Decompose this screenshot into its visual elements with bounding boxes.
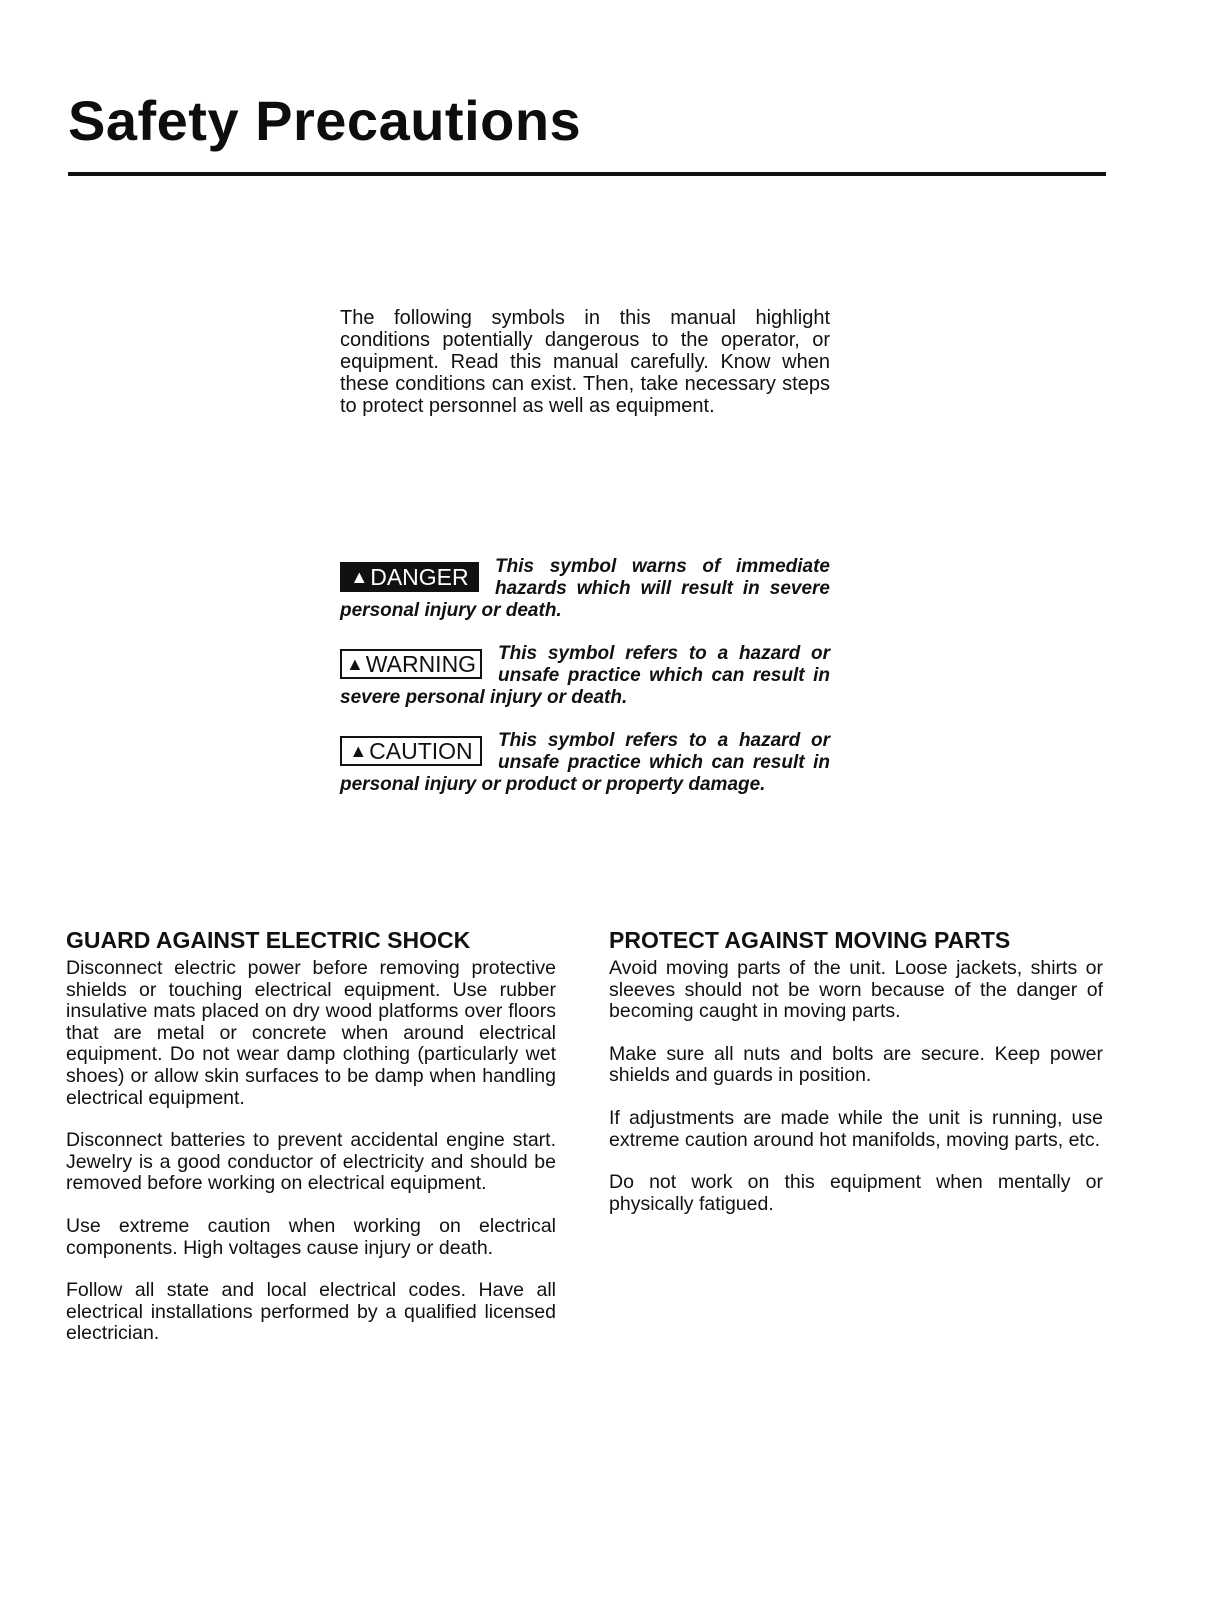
moving-parts-paragraph: If adjustments are made while the unit is running, use extreme caution around hot manifolds, moving parts, etc.	[609, 1106, 1103, 1151]
title-rule	[68, 172, 1106, 176]
electric-shock-paragraph: Disconnect batteries to prevent accidental engine start. Jewelry is a good conductor of electricity and should be removed before working on electrical equipment.	[66, 1129, 556, 1195]
danger-description-block	[340, 556, 830, 622]
warning-description: This symbol refers to a hazard or unsafe practice which can result in severe personal injury or death.	[340, 643, 830, 708]
danger-description: This symbol warns of immediate hazards which will result in severe personal injury or death.	[340, 556, 830, 621]
caution-symbol-entry	[340, 730, 830, 796]
warning-triangle-icon: ▲	[349, 741, 368, 761]
danger-label-text: DANGER	[370, 564, 469, 590]
page-title: Safety Precautions	[68, 89, 582, 152]
electric-shock-paragraph: Disconnect electric power before removing protective shields or touching electrical equipment. Use rubber insulative mats placed on dry wood platforms over floors that are metal or concrete when around electrical equipment. Do not wear damp clothing (particularly wet shoes) or allow skin surfaces to be damp when handling electrical equipment.	[66, 957, 556, 1109]
warning-triangle-icon: ▲	[350, 567, 369, 587]
electric-shock-heading: GUARD AGAINST ELECTRIC SHOCK	[66, 927, 471, 953]
caution-label	[340, 736, 482, 766]
caution-description-block	[340, 730, 830, 796]
warning-label	[340, 649, 482, 679]
warning-triangle-icon: ▲	[345, 654, 364, 674]
warning-label-text: WARNING	[365, 651, 477, 677]
moving-parts-paragraph: Make sure all nuts and bolts are secure. Keep power shields and guards in position.	[609, 1042, 1103, 1087]
warning-description-block	[340, 643, 830, 709]
electric-shock-paragraph: Use extreme caution when working on electrical components. High voltages cause injury or death.	[66, 1214, 556, 1259]
moving-parts-paragraph: Avoid moving parts of the unit. Loose jackets, shirts or sleeves should not be worn because of the danger of becoming caught in moving parts.	[609, 957, 1103, 1023]
danger-label	[340, 562, 479, 592]
moving-parts-paragraph: Do not work on this equipment when mentally or physically fatigued.	[609, 1171, 1103, 1215]
caution-label-text: CAUTION	[369, 738, 473, 764]
danger-symbol-entry	[340, 556, 830, 622]
signal-word-list	[340, 556, 830, 817]
intro-paragraph: The following symbols in this manual highlight conditions potentially dangerous to the operator, or equipment. Read this manual carefully. Know when these conditions can exist. Then, take necessary steps to protect personnel as well as equipment.	[340, 307, 830, 417]
electric-shock-section	[66, 926, 556, 1366]
moving-parts-section	[609, 926, 1103, 1236]
moving-parts-heading: PROTECT AGAINST MOVING PARTS	[609, 927, 1011, 953]
warning-symbol-entry	[340, 643, 830, 709]
caution-description: This symbol refers to a hazard or unsafe practice which can result in personal injury or product or property damage.	[340, 730, 830, 795]
electric-shock-paragraph: Follow all state and local electrical codes. Have all electrical installations performed by a qualified licensed electrician.	[66, 1279, 556, 1345]
